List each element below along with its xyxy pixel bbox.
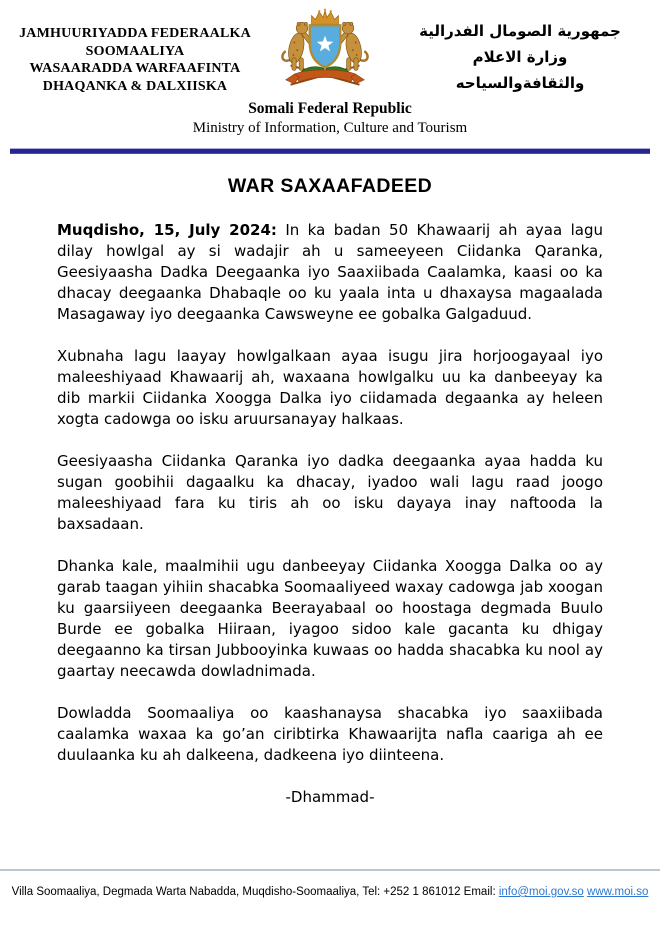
end-mark: -Dhammad- [285, 788, 375, 806]
somali-coat-of-arms-icon [260, 8, 390, 104]
ministry-name-arabic-line: وزارة الاعلام [472, 48, 568, 66]
press-release-paragraph-1 [57, 220, 603, 325]
ministry-name-arabic-line: جمهورية الصومال الفدرالية [419, 22, 621, 40]
ministry-name-somali-line: JAMHUURIYADDA FEDERAALKA [19, 26, 251, 41]
email-link[interactable]: info@moi.gov.so [498, 886, 584, 898]
ministry-name-somali-line: DHAQANKA & DALXIISKA [42, 78, 228, 94]
footer-divider [0, 869, 660, 871]
page-footer [0, 869, 660, 898]
ministry-name-somali-line: WASAARADDA WARFAAFINTA [29, 61, 241, 76]
press-release-paragraph-3: Geesiyaasha Ciidanka Qaranka iyo dadka deegaanka ayaa hadda ku sugan goobihii dagaalku ka dhacay, iyadoo wali lagu raad joogo maleeshiyaad fara ku tiris ah oo isku dayaya inay naftooda la baxsadaan. [57, 452, 603, 533]
dateline: Muqdisho, 15, July 2024: [57, 221, 277, 239]
ministry-name-somali [10, 8, 260, 95]
ministry-name-somali-line: SOOMAALIYA [85, 43, 185, 59]
letterhead-english [0, 100, 660, 137]
press-release-title: WAR SAXAAFADEED [227, 175, 433, 197]
ministry-name-arabic [390, 8, 650, 96]
ministry-name-english: Ministry of Information, Culture and Tourism [192, 120, 468, 136]
press-release-paragraph-2: Xubnaha lagu laayay howlgalkaan ayaa isugu jira horjoogayaal iyo maleeshiyaad Khawaarij ah, waxaana howlgalku uu ka danbeeyay ka dib markii Ciidanka Xoogga Dalka iyo ciidamada degaanka ay heleen xogta cadowga oo isku aruursanayay halkaas. [57, 347, 603, 428]
ministry-name-arabic-line: والثقافةوالسياحه [455, 74, 585, 92]
press-release-paragraph-5: Dowladda Soomaaliya oo kaashanaysa shacabka iyo saaxiibada caalamka waxaa ka go’an ciribtirka Khawaarijta nafla caariga ah ee duulaanka ku ah dalkeena, dadkeena iyo diinteena. [57, 704, 603, 764]
press-release-paragraph-4: Dhanka kale, maalmihii ugu danbeeyay Ciidanka Xoogga Dalka oo ay garab taagan yihiin shacabka Soomaaliyeed waxay cadowga jab xoogan ku gaarsiiyeen deegaanka Beerayabaal oo hoostaga degmada Buulo Burde ee gobalka Hiiraan, iyagoo sidoo kale gacanta ku dhigay deegaanno ka tirsan Jubbooyinka kuwaas oo hadda shacabka ku nool ay gaartay neecawda dowladnimada. [57, 557, 603, 680]
press-release-body [57, 220, 603, 808]
letterhead [0, 0, 660, 104]
paragraph-1-text: In ka badan 50 Khawaarij ah ayaa lagu dilay howlgal ay si wadajir ah u sameeyeen Ciidanka Qaranka, Geesiyaasha Dadka Deegaanka iyo Saaxiibada Caalamka, kaasi oo ka dhacay deegaanka Dhabaqle oo ku yaala inta u dhaxaysa magaalada Masagaway iyo deegaanka Cawsweyne ee gobalka Galgaduud. [57, 221, 603, 323]
footer-address [0, 886, 660, 898]
footer-address-text: Villa Soomaaliya, Degmada Warta Nabadda, Muqdisho-Soomaaliya, Tel: +252 1 861012 Email: [11, 886, 499, 898]
website-link[interactable]: www.moi.so [587, 886, 649, 898]
header-divider [10, 148, 650, 154]
republic-title-english: Somali Federal Republic [248, 100, 412, 117]
